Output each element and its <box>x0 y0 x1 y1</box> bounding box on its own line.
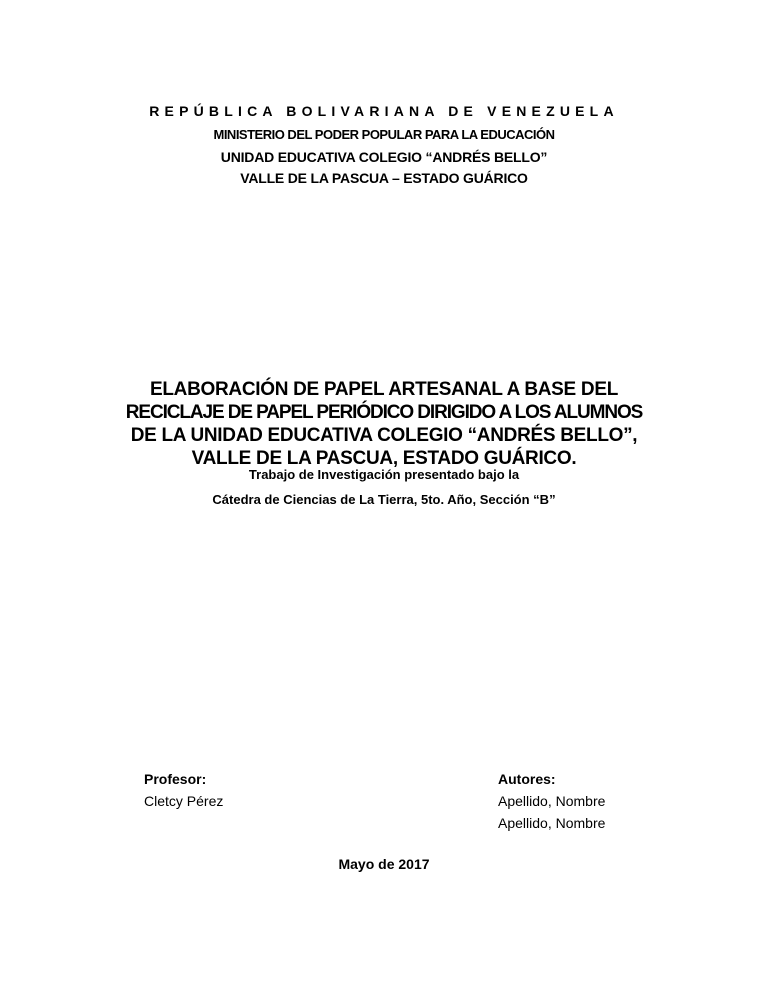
author-name-2: Apellido, Nombre <box>498 815 606 831</box>
header-place: VALLE DE LA PASCUA – ESTADO GUÁRICO <box>240 170 528 186</box>
header-country: REPÚBLICA BOLIVARIANA DE VENEZUELA <box>149 103 619 119</box>
title-line-1: ELABORACIÓN DE PAPEL ARTESANAL A BASE DEL <box>149 379 619 400</box>
authors-label: Autores: <box>498 771 556 787</box>
title-line-4: VALLE DE LA PASCUA, ESTADO GUÁRICO. <box>191 448 577 469</box>
title-line-3: DE LA UNIDAD EDUCATIVA COLEGIO “ANDRÉS BELLO”, <box>130 425 638 446</box>
subtitle-line-2: Cátedra de Ciencias de La Tierra, 5to. Año, Sección “B” <box>212 492 556 507</box>
document-title <box>0 378 768 470</box>
professor-name: Cletcy Pérez <box>144 793 224 809</box>
document-date: Mayo de 2017 <box>338 856 430 872</box>
author-name-1: Apellido, Nombre <box>498 793 606 809</box>
header-school: UNIDAD EDUCATIVA COLEGIO “ANDRÉS BELLO” <box>220 149 548 165</box>
header-ministry: MINISTERIO DEL PODER POPULAR PARA LA EDUCACIÓN <box>213 127 555 142</box>
professor-label: Profesor: <box>144 771 207 787</box>
subtitle-line-1: Trabajo de Investigación presentado bajo la <box>248 467 520 482</box>
title-line-2: RECICLAJE DE PAPEL PERIÓDICO DIRIGIDO A LOS ALUMNOS <box>125 402 643 423</box>
